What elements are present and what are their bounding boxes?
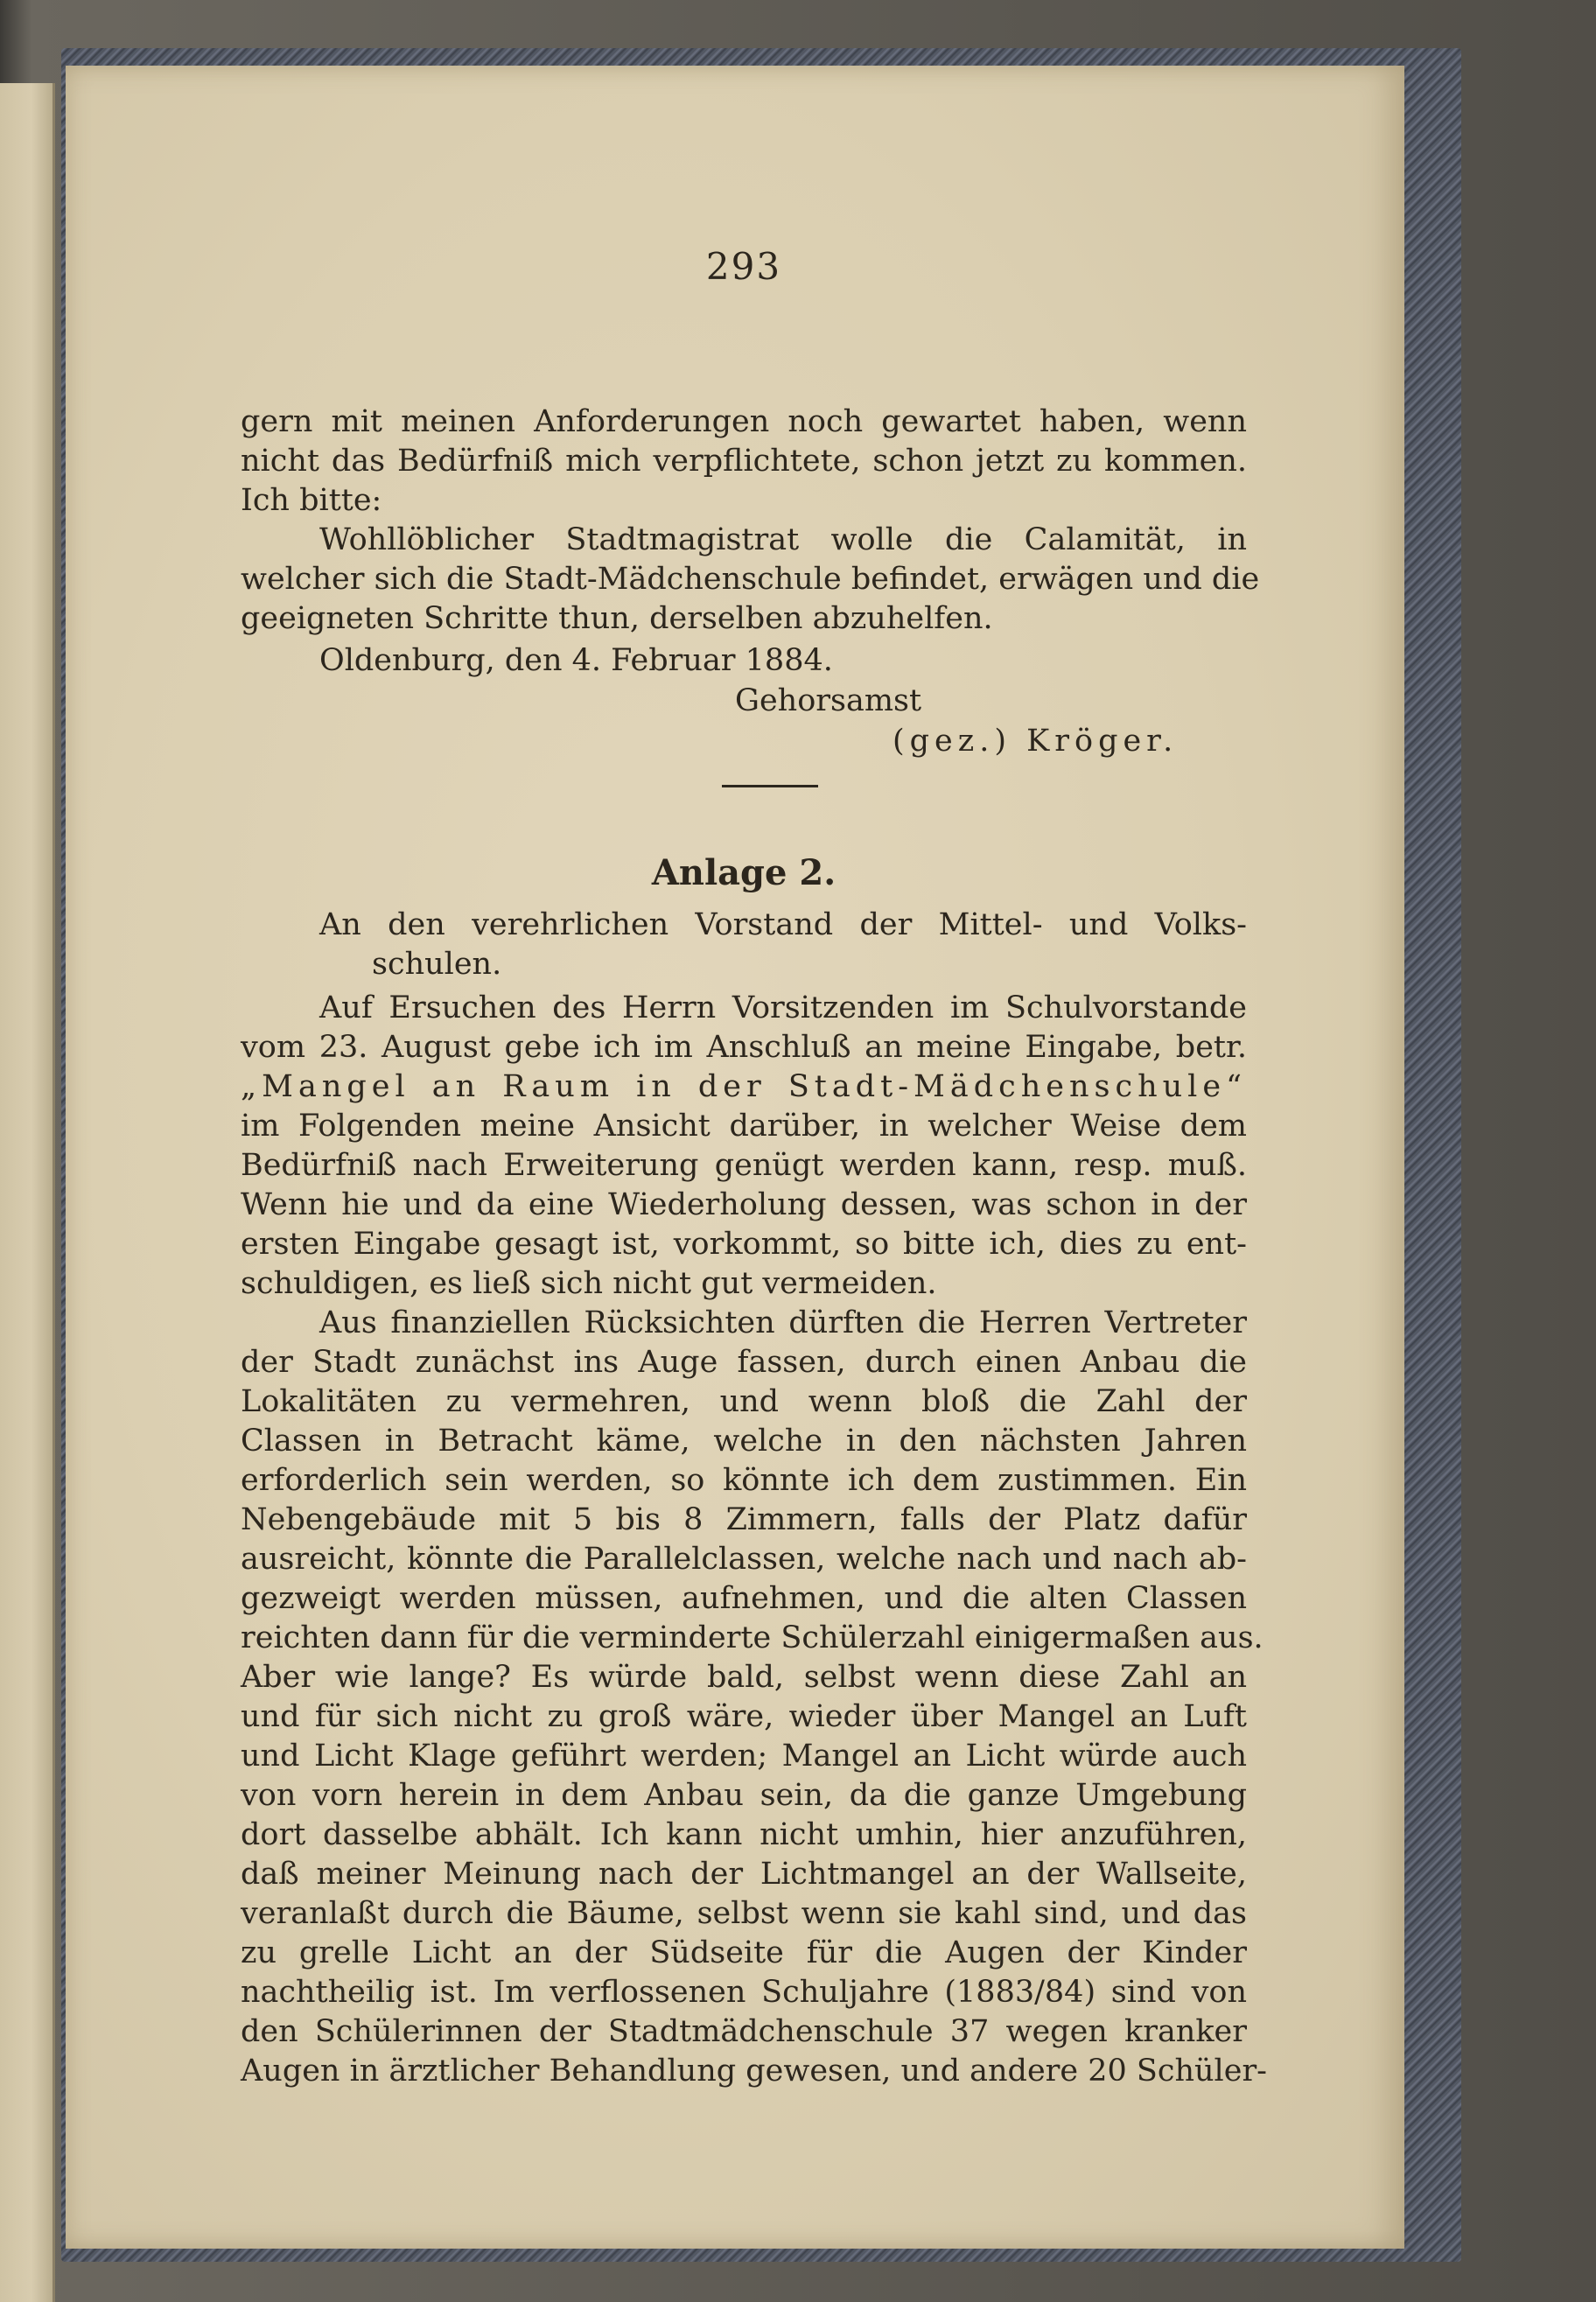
paragraph-line: „Mangel an Raum in der Stadt-Mädchenschule“ (241, 1069, 1247, 1104)
place-date: Oldenburg, den 4. Februar 1884. (319, 643, 833, 678)
letter-line: Wohllöblicher Stadtmagistrat wolle die Calamität, in (319, 522, 1247, 557)
appendix-heading: Anlage 2. (651, 852, 836, 893)
signature: (gez.) Kröger. (892, 724, 1179, 759)
paragraph-line: Classen in Betracht käme, welche in den nächsten Jahren (241, 1424, 1247, 1459)
paragraph-line: im Folgenden meine Ansicht darüber, in welcher Weise dem (241, 1109, 1247, 1144)
paragraph-line: veranlaßt durch die Bäume, selbst wenn sie kahl sind, und das (241, 1896, 1247, 1931)
page-number: 293 (705, 245, 782, 288)
paragraph-line: der Stadt zunächst ins Auge fassen, durch einen Anbau die (241, 1345, 1247, 1380)
letter-line: Ich bitte: (241, 483, 382, 518)
paragraph-line: den Schülerinnen der Stadtmädchenschule 37 wegen kranker (241, 2014, 1247, 2049)
paragraph-line: schuldigen, es ließ sich nicht gut vermeiden. (241, 1266, 937, 1301)
paragraph-line: vom 23. August gebe ich im Anschluß an meine Eingabe, betr. (241, 1030, 1247, 1065)
separator-rule (722, 785, 818, 787)
letter-line: nicht das Bedürfniß mich verpflichtete, schon jetzt zu kommen. (241, 444, 1247, 479)
paragraph-line: erforderlich sein werden, so könnte ich dem zustimmen. Ein (241, 1463, 1247, 1498)
letter-line: gern mit meinen Anforderungen noch gewartet haben, wenn (241, 404, 1247, 439)
paragraph-line: Lokalitäten zu vermehren, und wenn bloß die Zahl der (241, 1384, 1247, 1419)
paragraph-line: Augen in ärztlicher Behandlung gewesen, und andere 20 Schüler- (241, 2054, 1268, 2089)
paragraph-line: und Licht Klage geführt werden; Mangel an Licht würde auch (241, 1739, 1247, 1774)
letter-line: welcher sich die Stadt-Mädchenschule befindet, erwägen und die (241, 562, 1260, 597)
paragraph-line: und für sich nicht zu groß wäre, wieder über Mangel an Luft (241, 1699, 1247, 1734)
left-page-edge (0, 83, 55, 2302)
closing: Gehorsamst (735, 683, 922, 718)
address-line: An den verehrlichen Vorstand der Mittel- und Volks- (319, 907, 1247, 942)
book-page (66, 66, 1404, 2249)
paragraph-line: dort dasselbe abhält. Ich kann nicht umhin, hier anzuführen, (241, 1817, 1247, 1852)
paragraph-line: zu grelle Licht an der Südseite für die Augen der Kinder (241, 1935, 1247, 1970)
paragraph-line: ausreicht, könnte die Parallelclassen, welche nach und nach ab- (241, 1542, 1247, 1577)
address-line: schulen. (372, 947, 502, 982)
letter-line: geeigneten Schritte thun, derselben abzuhelfen. (241, 601, 993, 636)
paragraph-line: Nebengebäude mit 5 bis 8 Zimmern, falls der Platz dafür (241, 1502, 1247, 1537)
paragraph-line: ersten Eingabe gesagt ist, vorkommt, so bitte ich, dies zu ent- (241, 1227, 1247, 1262)
paragraph-line: nachtheilig ist. Im verflossenen Schuljahre (1883/84) sind von (241, 1975, 1247, 2010)
paragraph-line: Aber wie lange? Es würde bald, selbst wenn diese Zahl an (241, 1660, 1247, 1695)
paragraph-line: Aus finanziellen Rücksichten dürften die Herren Vertreter (319, 1305, 1247, 1340)
paragraph-line: von vorn herein in dem Anbau sein, da die ganze Umgebung (241, 1778, 1247, 1813)
paragraph-line: reichten dann für die verminderte Schülerzahl einigermaßen aus. (241, 1620, 1264, 1655)
paragraph-line: daß meiner Meinung nach der Lichtmangel an der Wallseite, (241, 1857, 1247, 1892)
paragraph-line: Wenn hie und da eine Wiederholung dessen, was schon in der (241, 1187, 1247, 1222)
paragraph-line: gezweigt werden müssen, aufnehmen, und die alten Classen (241, 1581, 1247, 1616)
paragraph-line: Auf Ersuchen des Herrn Vorsitzenden im Schulvorstande (319, 990, 1247, 1025)
paragraph-line: Bedürfniß nach Erweiterung genügt werden kann, resp. muß. (241, 1148, 1247, 1183)
